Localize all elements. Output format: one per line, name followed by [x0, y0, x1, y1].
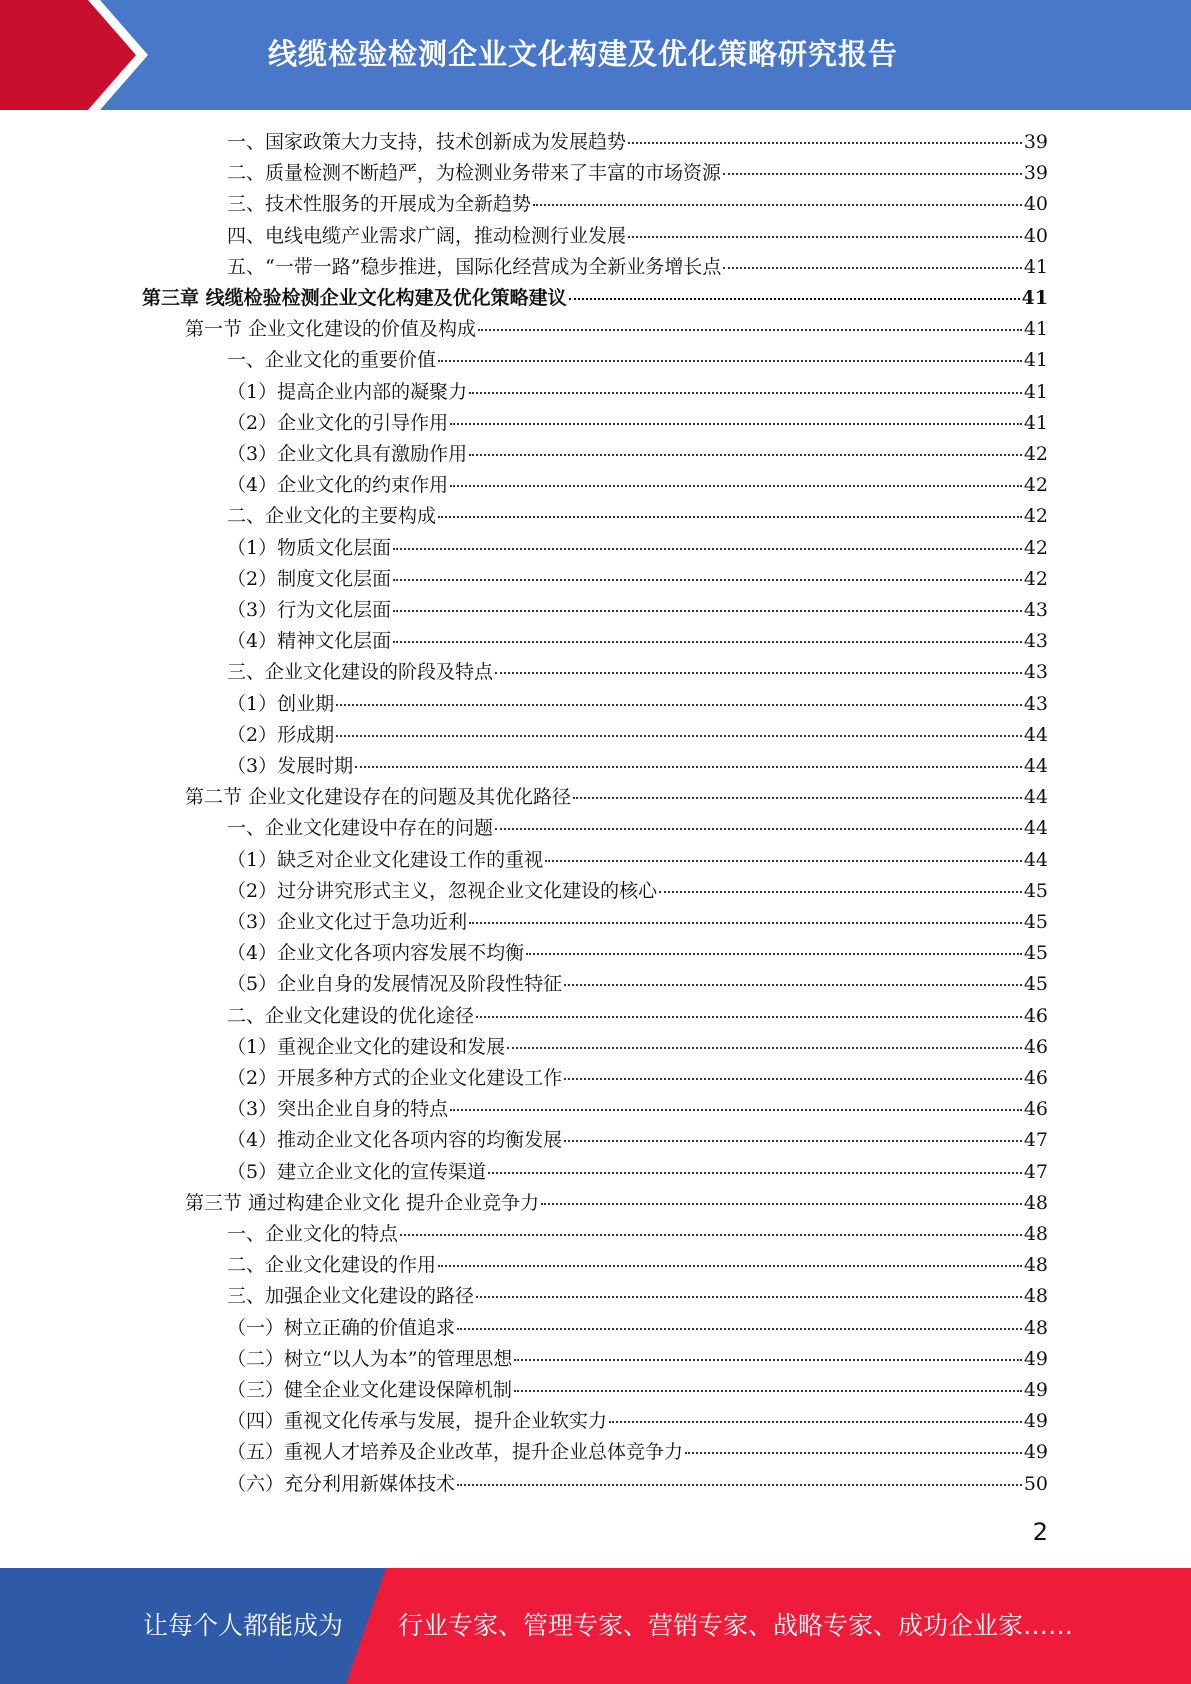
footer-slogan-left: 让每个人都能成为	[143, 1611, 344, 1640]
toc-dot-leader	[564, 1078, 1022, 1080]
toc-entry-title: （3）行为文化层面	[227, 599, 392, 621]
toc-dot-leader	[478, 329, 1022, 331]
toc-entry[interactable]	[227, 221, 1048, 252]
toc-entry-title: （3）企业文化过于急功近利	[227, 911, 468, 933]
toc-dot-leader	[514, 1359, 1021, 1361]
toc-entry-title: 二、企业文化建设的作用	[227, 1254, 437, 1277]
toc-entry-page: 44	[1023, 755, 1048, 777]
toc-dot-leader	[450, 423, 1022, 425]
page-number: 2	[1032, 1518, 1048, 1546]
page-footer	[0, 1568, 1191, 1684]
toc-entry-page: 45	[1023, 911, 1048, 933]
toc-chapter-entry[interactable]	[142, 283, 1048, 314]
toc-entry-page: 39	[1023, 162, 1048, 185]
toc-entry[interactable]	[227, 1157, 1048, 1188]
toc-entry-page: 44	[1023, 786, 1048, 809]
toc-entry[interactable]	[227, 751, 1048, 782]
toc-dot-leader	[393, 641, 1022, 643]
toc-entry-page: 49	[1023, 1379, 1048, 1401]
toc-dot-leader	[457, 1328, 1022, 1330]
toc-entry-page: 45	[1023, 973, 1048, 996]
toc-entry-title: （4）企业文化各项内容发展不均衡	[227, 942, 525, 965]
toc-dot-leader	[569, 298, 1020, 300]
toc-entry-title: （1）提高企业内部的凝聚力	[227, 380, 468, 403]
toc-entry-title: （1）创业期	[227, 692, 335, 715]
toc-dot-leader	[723, 173, 1022, 175]
toc-entry[interactable]	[227, 1001, 1048, 1032]
toc-section-entry[interactable]	[185, 1188, 1048, 1219]
toc-entry-page: 41	[1023, 380, 1048, 403]
toc-dot-leader	[514, 1390, 1022, 1392]
toc-entry[interactable]	[227, 345, 1048, 376]
toc-dot-leader	[533, 204, 1022, 206]
toc-entry-title: 二、质量检测不断趋严，为检测业务带来了丰富的市场资源	[227, 162, 722, 185]
toc-entry-page: 41	[1023, 349, 1048, 372]
toc-entry-title: 第一节 企业文化建设的价值及构成	[185, 318, 477, 341]
toc-entry[interactable]	[227, 1250, 1048, 1281]
toc-entry[interactable]	[227, 1344, 1048, 1375]
toc-entry-page: 43	[1023, 692, 1048, 715]
toc-entry[interactable]	[227, 907, 1048, 938]
toc-entry-title: 二、企业文化的主要构成	[227, 505, 437, 528]
toc-entry-page: 47	[1023, 1160, 1048, 1183]
footer-slogan-right: 行业专家、管理专家、营销专家、战略专家、成功企业家……	[398, 1611, 1074, 1640]
toc-entry-title: 三、技术性服务的开展成为全新趋势	[227, 193, 532, 216]
toc-entry-title: （2）制度文化层面	[227, 567, 392, 590]
toc-entry-page: 42	[1023, 474, 1048, 497]
toc-entry-title: （2）开展多种方式的企业文化建设工作	[227, 1067, 563, 1089]
toc-entry-page: 48	[1023, 1316, 1048, 1339]
toc-entry-title: 第三章 线缆检验检测企业文化构建及优化策略建议	[142, 287, 567, 309]
toc-entry-page: 40	[1023, 193, 1048, 216]
toc-entry[interactable]	[227, 657, 1048, 688]
toc-entry[interactable]	[227, 533, 1048, 564]
toc-entry[interactable]	[227, 1313, 1048, 1344]
toc-dot-leader	[336, 735, 1022, 737]
toc-entry[interactable]	[227, 720, 1048, 751]
toc-entry-page: 49	[1023, 1410, 1048, 1433]
toc-dot-leader	[507, 1047, 1022, 1049]
toc-entry-title: （2）企业文化的引导作用	[227, 411, 449, 434]
toc-entry-title: （4）精神文化层面	[227, 630, 392, 653]
toc-entry[interactable]	[227, 377, 1048, 408]
toc-entry-title: 一、企业文化的重要价值	[227, 349, 437, 372]
toc-dot-leader	[628, 142, 1022, 144]
toc-dot-leader	[541, 1203, 1022, 1205]
toc-entry-title: （五）重视人才培养及企业改革，提升企业总体竞争力	[227, 1441, 684, 1464]
toc-section-entry[interactable]	[185, 782, 1048, 813]
toc-entry-title: （2）过分讲究形式主义，忽视企业文化建设的核心	[227, 879, 658, 902]
toc-entry-page: 44	[1023, 848, 1048, 871]
toc-dot-leader	[469, 922, 1022, 924]
toc-entry-title: （3）企业文化具有激励作用	[227, 443, 468, 465]
toc-entry-title: （4）企业文化的约束作用	[227, 474, 449, 497]
toc-entry-title: （5）企业自身的发展情况及阶段性特征	[227, 973, 563, 996]
toc-entry-page: 46	[1023, 1098, 1048, 1121]
toc-dot-leader	[355, 766, 1022, 768]
toc-dot-leader	[685, 1452, 1022, 1454]
toc-entry-page: 41	[1021, 287, 1048, 309]
toc-dot-leader	[438, 516, 1022, 518]
toc-dot-leader	[457, 1484, 1022, 1486]
toc-entry[interactable]	[227, 127, 1048, 158]
toc-dot-leader	[564, 1140, 1022, 1142]
toc-dot-leader	[573, 797, 1022, 799]
toc-entry-page: 45	[1023, 942, 1048, 965]
toc-dot-leader	[393, 579, 1022, 581]
toc-entry-page: 41	[1023, 411, 1048, 434]
toc-entry[interactable]	[227, 1094, 1048, 1125]
toc-entry[interactable]	[227, 626, 1048, 657]
toc-entry[interactable]	[227, 189, 1048, 220]
toc-dot-leader	[495, 672, 1022, 674]
toc-entry-title: （1）重视企业文化的建设和发展	[227, 1035, 506, 1058]
toc-entry-page: 41	[1023, 318, 1048, 341]
toc-entry-title: （3）发展时期	[227, 755, 354, 777]
toc-entry-title: （4）推动企业文化各项内容的均衡发展	[227, 1129, 563, 1152]
toc-entry-page: 43	[1023, 599, 1048, 621]
toc-entry[interactable]	[227, 564, 1048, 595]
toc-entry[interactable]	[227, 595, 1048, 626]
page-header	[0, 0, 1191, 110]
toc-entry-page: 41	[1023, 255, 1048, 278]
toc-entry-title: 二、企业文化建设的优化途径	[227, 1004, 475, 1027]
toc-entry-title: （5）建立企业文化的宣传渠道	[227, 1160, 487, 1183]
toc-entry[interactable]	[227, 1406, 1048, 1437]
toc-entry-page: 48	[1023, 1223, 1048, 1245]
toc-entry-page: 43	[1023, 661, 1048, 684]
toc-entry[interactable]	[227, 252, 1048, 283]
toc-entry-page: 49	[1023, 1441, 1048, 1464]
toc-entry[interactable]	[227, 1281, 1048, 1312]
toc-entry[interactable]	[227, 938, 1048, 969]
toc-entry[interactable]	[227, 1469, 1048, 1500]
toc-entry[interactable]	[227, 158, 1048, 189]
toc-entry[interactable]	[227, 1219, 1048, 1250]
toc-dot-leader	[469, 454, 1022, 456]
toc-entry-title: 第二节 企业文化建设存在的问题及其优化路径	[185, 786, 572, 809]
toc-entry[interactable]	[227, 1437, 1048, 1468]
toc-dot-leader	[564, 984, 1022, 986]
toc-entry-page: 46	[1023, 1004, 1048, 1027]
toc-dot-leader	[545, 860, 1022, 862]
toc-dot-leader	[336, 704, 1022, 706]
toc-entry[interactable]	[227, 1032, 1048, 1063]
toc-entry-page: 42	[1023, 536, 1048, 559]
toc-entry[interactable]	[227, 813, 1048, 844]
toc-entry[interactable]	[227, 1375, 1048, 1406]
toc-entry-title: 一、企业文化建设中存在的问题	[227, 817, 494, 840]
toc-entry-page: 39	[1023, 131, 1048, 153]
report-title: 线缆检验检测企业文化构建及优化策略研究报告	[268, 37, 899, 71]
toc-entry-title: 一、企业文化的特点	[227, 1223, 399, 1245]
toc-dot-leader	[438, 360, 1022, 362]
toc-entry-page: 48	[1023, 1191, 1048, 1214]
toc-dot-leader	[393, 610, 1022, 612]
toc-entry-title: 三、加强企业文化建设的路径	[227, 1285, 475, 1308]
toc-entry[interactable]	[227, 689, 1048, 720]
toc-entry[interactable]	[227, 1125, 1048, 1156]
toc-dot-leader	[723, 267, 1021, 269]
toc-entry-title: 第三节 通过构建企业文化 提升企业竞争力	[185, 1191, 540, 1214]
toc-entry-page: 45	[1023, 879, 1048, 902]
toc-entry[interactable]	[227, 845, 1048, 876]
toc-dot-leader	[450, 1109, 1022, 1111]
toc-entry-title: （四）重视文化传承与发展，提升企业软实力	[227, 1410, 608, 1433]
toc-entry-title: （一）树立正确的价值追求	[227, 1316, 456, 1339]
toc-entry-page: 40	[1023, 224, 1048, 247]
toc-entry-page: 42	[1023, 443, 1048, 465]
toc-entry-page: 43	[1023, 630, 1048, 653]
toc-entry-title: （1）缺乏对企业文化建设工作的重视	[227, 848, 544, 871]
toc-entry[interactable]	[227, 876, 1048, 907]
toc-entry-page: 48	[1023, 1285, 1048, 1308]
toc-dot-leader	[476, 1296, 1022, 1298]
toc-entry-title: （2）形成期	[227, 723, 335, 746]
toc-entry-page: 46	[1023, 1067, 1048, 1089]
toc-entry-page: 42	[1023, 505, 1048, 528]
toc-dot-leader	[476, 1016, 1022, 1018]
toc-entry-page: 46	[1023, 1035, 1048, 1058]
toc-dot-leader	[400, 1234, 1022, 1236]
toc-dot-leader	[495, 828, 1022, 830]
toc-entry[interactable]	[227, 439, 1048, 470]
toc-entry-title: （三）健全企业文化建设保障机制	[227, 1379, 513, 1401]
toc-entry[interactable]	[227, 408, 1048, 439]
toc-dot-leader	[659, 891, 1022, 893]
toc-entry[interactable]	[227, 470, 1048, 501]
toc-dot-leader	[526, 953, 1022, 955]
toc-dot-leader	[488, 1172, 1022, 1174]
toc-entry-page: 48	[1023, 1254, 1048, 1277]
toc-entry[interactable]	[227, 501, 1048, 532]
toc-section-entry[interactable]	[185, 314, 1048, 345]
toc-entry-title: （六）充分利用新媒体技术	[227, 1472, 456, 1495]
toc-entry-title: （3）突出企业自身的特点	[227, 1098, 449, 1121]
toc-entry-page: 47	[1023, 1129, 1048, 1152]
toc-entry-title: （1）物质文化层面	[227, 536, 392, 559]
toc-entry-page: 50	[1023, 1472, 1048, 1495]
toc-entry-title: 一、国家政策大力支持，技术创新成为发展趋势	[227, 131, 627, 153]
toc-entry-page: 44	[1023, 817, 1048, 840]
toc-entry-title: （二）树立“以人为本”的管理思想	[227, 1347, 513, 1370]
toc-entry-page: 49	[1023, 1347, 1048, 1370]
toc-dot-leader	[450, 485, 1022, 487]
toc-entry-title: 三、企业文化建设的阶段及特点	[227, 661, 494, 684]
toc-entry-page: 44	[1023, 723, 1048, 746]
toc-entry-page: 42	[1023, 567, 1048, 590]
toc-entry-title: 五、“一带一路”稳步推进，国际化经营成为全新业务增长点	[227, 255, 722, 278]
toc-dot-leader	[393, 548, 1022, 550]
toc-entry[interactable]	[227, 1063, 1048, 1094]
toc-dot-leader	[438, 1265, 1022, 1267]
toc-entry[interactable]	[227, 969, 1048, 1000]
toc-entry-title: 四、电线电缆产业需求广阔，推动检测行业发展	[227, 224, 627, 247]
toc-dot-leader	[609, 1421, 1022, 1423]
toc-dot-leader	[469, 392, 1022, 394]
toc-dot-leader	[628, 236, 1022, 238]
